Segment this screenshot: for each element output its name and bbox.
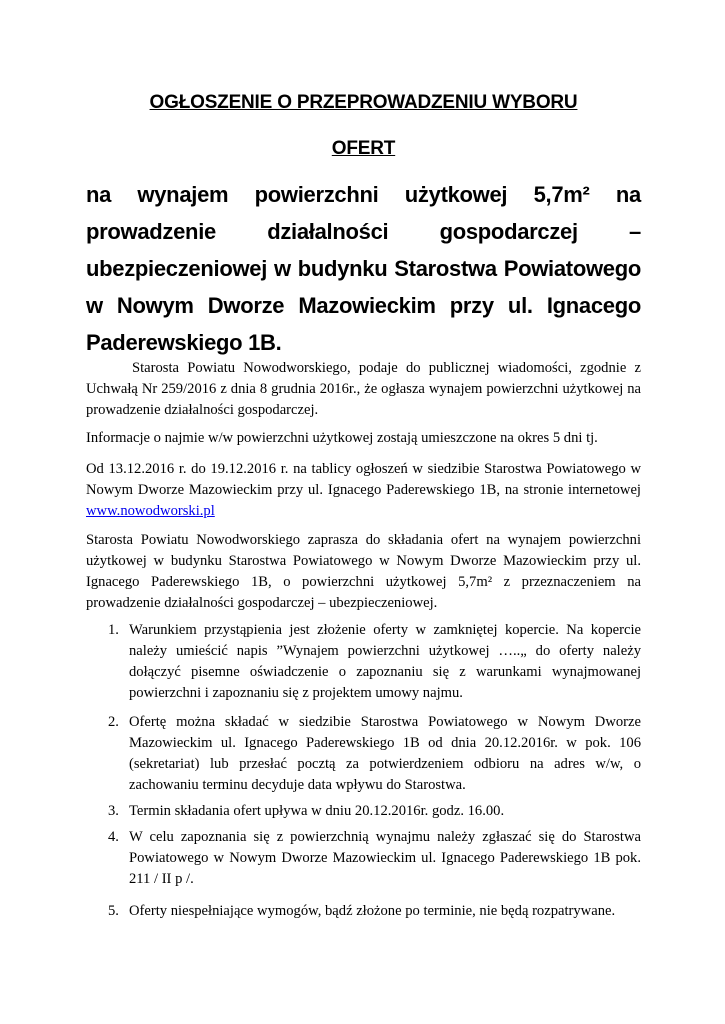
- subtitle-line-4: w Nowym Dworze Mazowieckim przy ul. Ignacego: [86, 293, 641, 318]
- subtitle-line-2: prowadzenie działalności gospodarczej –: [86, 219, 641, 244]
- paragraph-period: Informacje o najmie w/w powierzchni użytkowej zostają umieszczone na okres 5 dni tj.: [86, 430, 598, 446]
- subtitle-line-5: Paderewskiego 1B.: [86, 330, 282, 355]
- paragraph-invitation: Starosta Powiatu Nowodworskiego zaprasza do składania ofert na wynajem powierzchni użytkowej w budynku Starostwa Powiatowego w Nowym Dworze Mazowieckim przy ul. Ignacego Paderewskiego 1B, o powierzchni użytkowej 5,7m² z przeznaczeniem na prowadzenie działalności gospodarczej – ubezpieczeniowej.: [86, 532, 641, 611]
- list-item-number: 5.: [108, 903, 119, 919]
- list-item-text: W celu zapoznania się z powierzchnią wynajmu należy zgłaszać się do Starostwa Powiatowego w Nowym Dworze Mazowieckim ul. Ignacego Paderewskiego 1B pok. 211 / II p /.: [129, 829, 641, 887]
- paragraph-dates-text: Od 13.12.2016 r. do 19.12.2016 r. na tablicy ogłoszeń w siedzibie Starostwa Powiatowego w Nowym Dworze Mazowieckim przy ul. Ignacego Paderewskiego 1B, na stronie internetowej: [86, 461, 641, 498]
- list-item-number: 1.: [108, 622, 119, 638]
- heading-line-2: OFERT: [331, 138, 396, 159]
- list-item-text: Oferty niespełniające wymogów, bądź złożone po terminie, nie będą rozpatrywane.: [129, 903, 616, 919]
- subtitle: [86, 176, 641, 361]
- paragraph-dates: [86, 459, 641, 522]
- paragraph-announcement: Starosta Powiatu Nowodworskiego, podaje do publicznej wiadomości, zgodnie z Uchwałą Nr 259/2016 z dnia 8 grudnia 2016r., że ogłasza wynajem powierzchni użytkowej na prowadzenie działalności gospodarczej.: [86, 360, 641, 418]
- subtitle-line-1: na wynajem powierzchni użytkowej 5,7m² na: [86, 182, 641, 207]
- list-item-text: Termin składania ofert upływa w dniu 20.12.2016r. godz. 16.00.: [129, 803, 505, 819]
- website-link[interactable]: www.nowodworski.pl: [86, 503, 215, 519]
- heading-line-1: OGŁOSZENIE O PRZEPROWADZENIU WYBORU: [149, 92, 578, 113]
- list-item-text: Ofertę można składać w siedzibie Starostwa Powiatowego w Nowym Dworze Mazowieckim ul. Ignacego Paderewskiego 1B od dnia 20.12.2016r. w pok. 106 (sekretariat) lub przesłać pocztą za potwierdzeniem odbioru na adres w/w, o zachowaniu terminu decyduje data wpływu do Starostwa.: [129, 714, 641, 793]
- subtitle-line-3: ubezpieczeniowej w budynku Starostwa Powiatowego: [86, 256, 641, 281]
- list-item-text: Warunkiem przystąpienia jest złożenie oferty w zamkniętej kopercie. Na kopercie należy umieścić napis ”Wynajem powierzchni użytkowej …..„ do oferty należy dołączyć pisemne oświadczenie o zapoznaniu się z warunkami wynajmowanej powierzchni i zapoznaniu się z projektem umowy najmu.: [129, 622, 641, 701]
- list-item-number: 4.: [108, 829, 119, 845]
- list-item-number: 2.: [108, 714, 119, 730]
- list-item-number: 3.: [108, 803, 119, 819]
